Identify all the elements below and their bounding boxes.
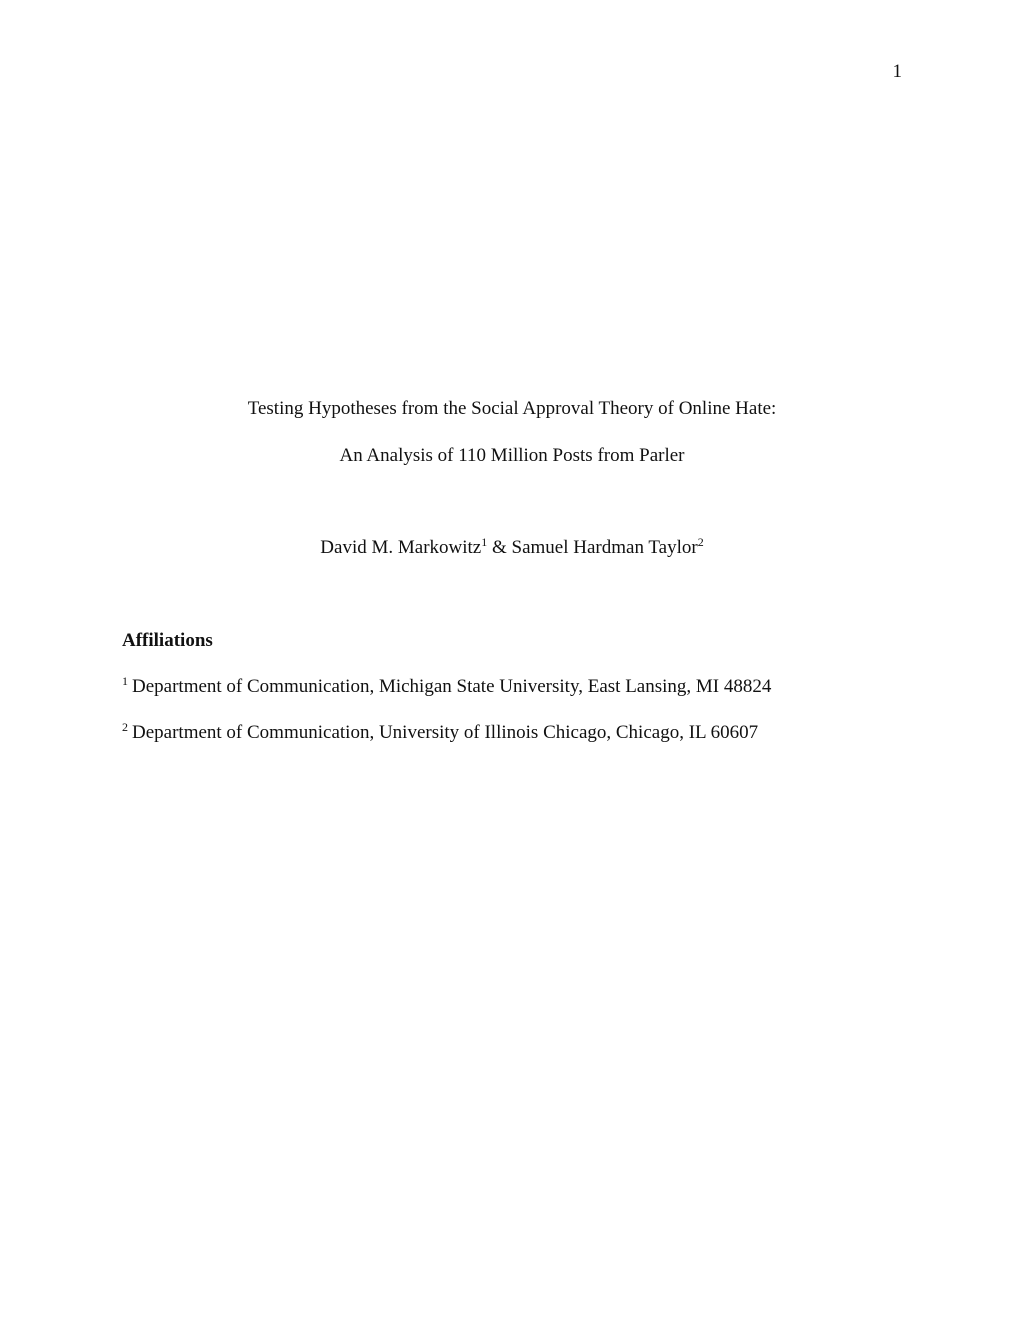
- author-affiliation-mark: 2: [697, 535, 704, 549]
- author-separator: &: [492, 537, 507, 558]
- author-list: [0, 537, 1024, 559]
- affiliation-text: Department of Communication, University of Illinois Chicago, Chicago, IL 60607: [132, 722, 759, 743]
- affiliation-mark: 2: [122, 720, 128, 734]
- affiliations-heading: Affiliations: [122, 630, 213, 651]
- author-affiliation-mark: 1: [481, 535, 488, 549]
- author-name: David M. Markowitz: [320, 537, 482, 558]
- affiliation-text: Department of Communication, Michigan State University, East Lansing, MI 48824: [132, 676, 772, 697]
- paper-title-line-2: An Analysis of 110 Million Posts from Parler: [339, 445, 685, 466]
- author-name: Samuel Hardman Taylor: [511, 537, 698, 558]
- affiliation-mark: 1: [122, 674, 128, 688]
- paper-title-line-1: Testing Hypotheses from the Social Approval Theory of Online Hate:: [247, 398, 777, 419]
- affiliation-item: [122, 676, 771, 698]
- affiliation-item: [122, 722, 758, 744]
- page-number: 1: [892, 61, 902, 82]
